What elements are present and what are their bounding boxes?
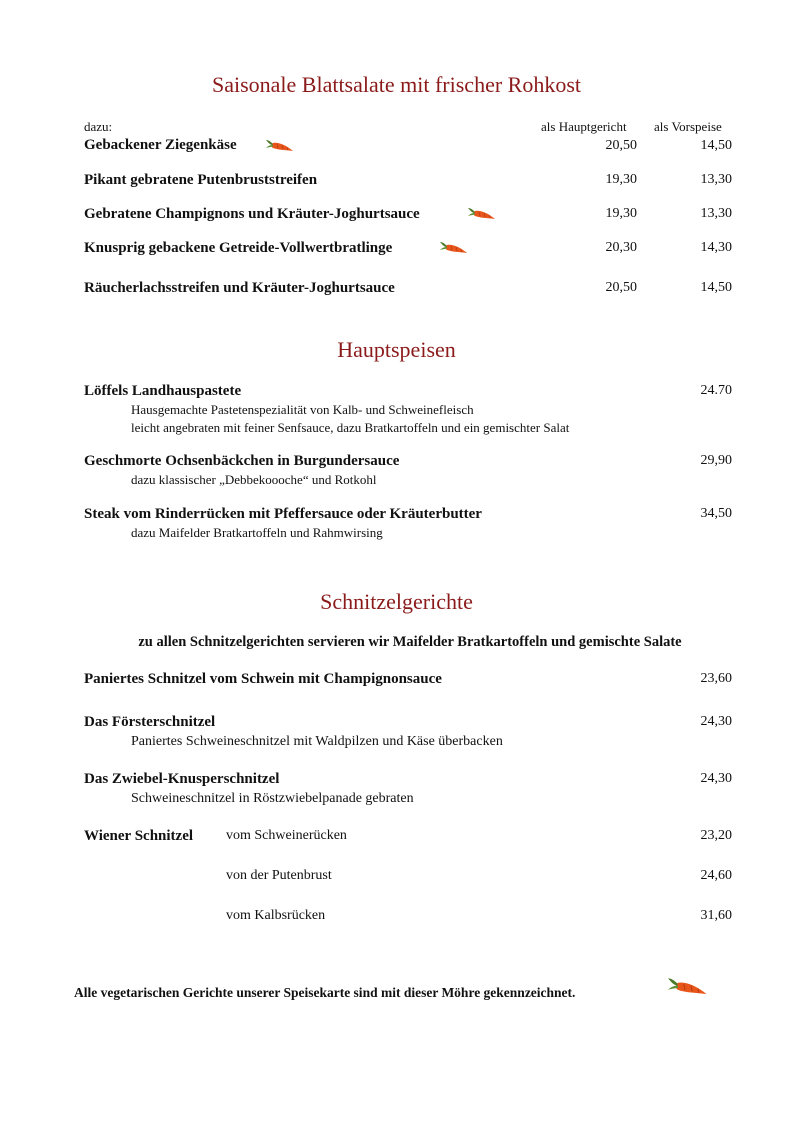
- salad-item-price-starter: 14,50: [700, 138, 732, 153]
- main-item-price: 34,50: [700, 506, 732, 521]
- salad-item-price-starter: 13,30: [700, 206, 732, 221]
- main-item-description: dazu klassischer „Debbekoooche“ und Rotkohl: [131, 472, 377, 487]
- salad-item-price-starter: 14,50: [700, 280, 732, 295]
- section-title-mains: Hauptspeisen: [337, 337, 456, 362]
- wiener-variant-price: 23,20: [700, 828, 732, 843]
- salad-item-price-starter: 13,30: [700, 172, 732, 187]
- schnitzel-item-price: 23,60: [700, 671, 732, 686]
- main-item-description: Hausgemachte Pastetenspezialität von Kalb- und Schweinefleisch: [131, 402, 474, 417]
- schnitzel-item-name: Das Försterschnitzel: [84, 714, 216, 730]
- salad-item-price-starter: 14,30: [700, 240, 732, 255]
- carrot-icon: [668, 977, 708, 997]
- schnitzel-item-description: Schweineschnitzel in Röstzwiebelpanade gebraten: [131, 791, 414, 806]
- column-header-main: als Hauptgericht: [541, 119, 627, 134]
- wiener-variant-label: vom Schweinerücken: [226, 828, 347, 843]
- salads-intro: dazu:: [84, 119, 113, 134]
- salad-item-name: Knusprig gebackene Getreide-Vollwertbratlinge: [84, 240, 393, 256]
- main-item-name: Steak vom Rinderrücken mit Pfeffersauce oder Kräuterbutter: [84, 506, 482, 522]
- carrot-icon: [468, 207, 496, 221]
- main-item-price: 24.70: [700, 383, 732, 398]
- wiener-variant-price: 31,60: [700, 908, 732, 923]
- carrot-icon: [440, 241, 468, 255]
- main-item-price: 29,90: [700, 453, 732, 468]
- main-item-name: Löffels Landhauspastete: [84, 383, 242, 399]
- wiener-variant-price: 24,60: [700, 868, 732, 883]
- schnitzel-item-price: 24,30: [700, 771, 732, 786]
- carrot-icon: [266, 139, 294, 153]
- wiener-variant-label: vom Kalbsrücken: [226, 908, 326, 923]
- section-title-schnitzel: Schnitzelgerichte: [320, 589, 473, 614]
- schnitzel-item-description: Paniertes Schweineschnitzel mit Waldpilzen und Käse überbacken: [131, 734, 503, 749]
- schnitzel-intro: zu allen Schnitzelgerichten servieren wir Maifelder Bratkartoffeln und gemischte Salate: [138, 634, 682, 650]
- main-item-name: Geschmorte Ochsenbäckchen in Burgundersauce: [84, 453, 400, 469]
- schnitzel-item-name: Das Zwiebel-Knusperschnitzel: [84, 771, 280, 787]
- main-item-description: leicht angebraten mit feiner Senfsauce, dazu Bratkartoffeln und ein gemischter Salat: [131, 420, 570, 435]
- salad-item-name: Räucherlachsstreifen und Kräuter-Joghurtsauce: [84, 280, 395, 296]
- salad-item-price-main: 19,30: [605, 172, 637, 187]
- salad-item-price-main: 20,50: [605, 138, 637, 153]
- main-item-description: dazu Maifelder Bratkartoffeln und Rahmwirsing: [131, 525, 383, 540]
- salad-item-name: Gebratene Champignons und Kräuter-Joghurtsauce: [84, 206, 420, 222]
- wiener-variant-label: von der Putenbrust: [226, 868, 332, 883]
- schnitzel-item-name: Paniertes Schnitzel vom Schwein mit Champignonsauce: [84, 671, 442, 687]
- salad-item-price-main: 19,30: [605, 206, 637, 221]
- salad-item-name: Gebackener Ziegenkäse: [84, 137, 237, 153]
- column-header-starter: als Vorspeise: [654, 119, 722, 134]
- wiener-schnitzel-name: Wiener Schnitzel: [84, 828, 194, 844]
- section-title-salads: Saisonale Blattsalate mit frischer Rohkost: [211, 72, 582, 97]
- vegetarian-note: Alle vegetarischen Gerichte unserer Speisekarte sind mit dieser Möhre gekennzeichnet.: [74, 985, 576, 1000]
- salad-item-price-main: 20,50: [605, 280, 637, 295]
- salad-item-price-main: 20,30: [605, 240, 637, 255]
- schnitzel-item-price: 24,30: [700, 714, 732, 729]
- salad-item-name: Pikant gebratene Putenbruststreifen: [84, 172, 318, 188]
